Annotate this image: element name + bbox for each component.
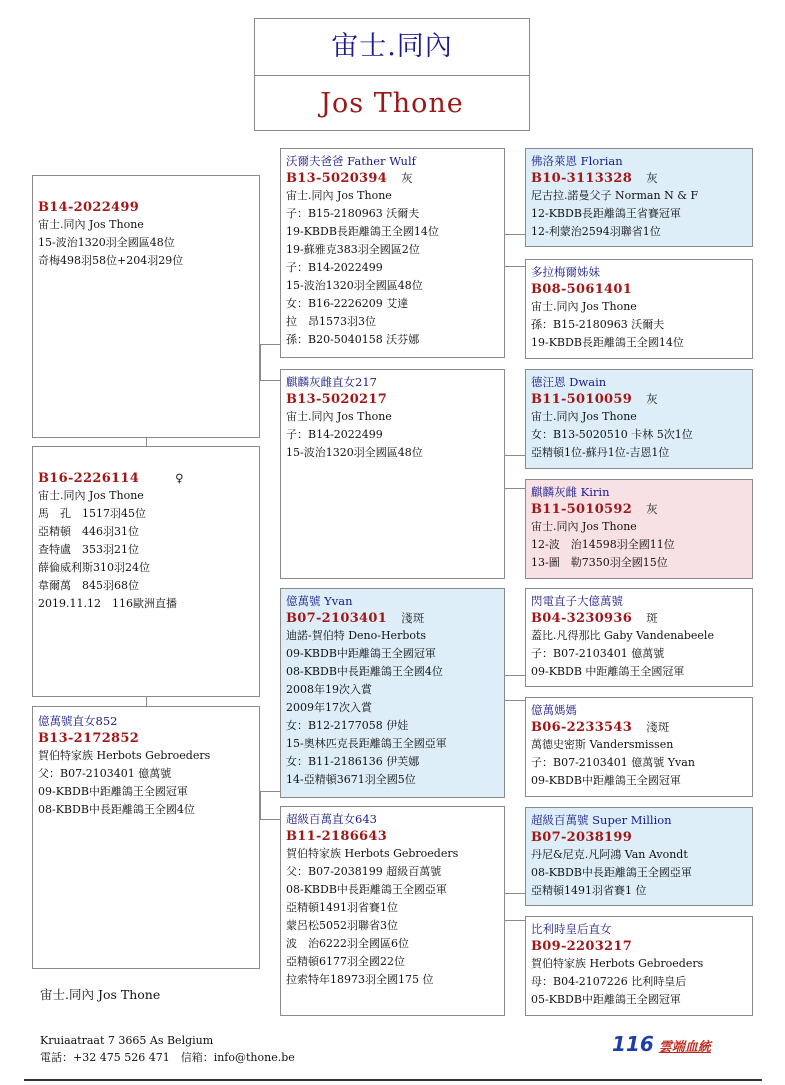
info-line: 馬 孔 1517羽45位	[38, 507, 146, 520]
great-grandparent-card	[525, 916, 753, 1016]
info-line: 09-KBDB中距離鴿王全國冠軍	[531, 774, 681, 787]
info-line: 女：B16-2226209 艾達	[286, 297, 409, 310]
breeder-header	[254, 18, 530, 131]
info-line: 孫：B20-5040158 沃芬娜	[286, 333, 420, 346]
info-line: 薛倫威利斯310羽24位	[38, 561, 150, 574]
info-line: 08-KBDB中長距離鴿王全國亞軍	[531, 866, 692, 879]
maternal-dam-pigeon-card	[280, 806, 505, 1016]
great-grandparent-card	[525, 259, 753, 359]
contact-info: 電話：+32 475 526 471 信箱：info@thone.be	[40, 1051, 295, 1064]
info-line: 子：B07-2103401 億萬號	[531, 647, 665, 660]
connector	[260, 344, 280, 345]
ring-number: B07-2038199	[531, 830, 633, 845]
ring-number: B10-3113328	[531, 171, 633, 186]
connector	[505, 234, 525, 235]
color-mark: 灰	[646, 171, 658, 185]
ring-number: B11-2186643	[286, 829, 388, 844]
info-line: 宙士.同內 Jos Thone	[286, 189, 392, 202]
info-line: 賀伯特家族 Herbots Gebroeders	[38, 749, 211, 762]
connector	[505, 488, 525, 489]
info-line: 08-KBDB中長距離鴿王全國4位	[286, 665, 443, 678]
info-line: 15-波治1320羽全國區48位	[38, 236, 175, 249]
info-line: 子：B14-2022499	[286, 428, 383, 441]
info-line: 父：B07-2103401 億萬號	[38, 767, 172, 780]
great-grandparent-card	[525, 588, 753, 687]
info-line: 19-KBDB長距離鴿王全國14位	[286, 225, 439, 238]
breeder-english-name: Jos Thone	[320, 88, 464, 119]
pigeon-name: 億萬號 Yvan	[286, 594, 353, 608]
info-line: 孫：B15-2180963 沃爾夫	[531, 318, 665, 331]
info-line: 12-波 治14598羽全國11位	[531, 538, 675, 551]
info-line: 女：B13-5020510 卡林 5次1位	[531, 428, 693, 441]
info-line: 丹尼&尼克.凡阿鴻 Van Avondt	[531, 848, 688, 861]
info-line: 迪諾-賀伯特 Deno-Herbots	[286, 629, 427, 642]
dam-pigeon-card	[32, 446, 260, 697]
ring-number: B16-2226114	[38, 471, 140, 486]
pigeon-name: 沃爾夫爸爸 Father Wulf	[286, 154, 416, 168]
info-line: 亞精頓1位-蘇丹1位-吉恩1位	[531, 446, 670, 459]
info-line: 亞精頓 446羽31位	[38, 525, 139, 538]
info-line: 12-利蒙治2594羽聯省1位	[531, 225, 661, 238]
info-line: 子：B15-2180963 沃爾夫	[286, 207, 420, 220]
info-line: 賀伯特家族 Herbots Gebroeders	[531, 957, 704, 970]
color-mark: 灰	[401, 171, 413, 185]
info-line: 女：B12-2177058 伊娃	[286, 719, 409, 732]
info-line: 05-KBDB中距離鴿王全國冠軍	[531, 993, 681, 1006]
connector	[505, 920, 525, 921]
info-line: 14-亞精頓3671羽全國5位	[286, 773, 416, 786]
ring-number: B08-5061401	[531, 282, 633, 297]
maternal-sire-pigeon-card	[280, 588, 505, 798]
ring-number: B11-5010059	[531, 392, 633, 407]
info-line: 賀伯特家族 Herbots Gebroeders	[286, 847, 459, 860]
info-line: 宙士.同內 Jos Thone	[286, 410, 392, 423]
sire-pigeon-card	[280, 148, 505, 358]
connector	[260, 791, 261, 819]
ring-number: B14-2022499	[38, 200, 140, 215]
info-line: 15-波治1320羽全國區48位	[286, 446, 423, 459]
info-line: 亞精頓1491羽省賽1 位	[531, 884, 647, 897]
footer-divider	[24, 1079, 762, 1081]
info-line: 母：B04-2107226 比利時皇后	[531, 975, 687, 988]
ring-number: B06-2233543	[531, 720, 633, 735]
info-line: 子：B14-2022499	[286, 261, 383, 274]
connector	[505, 455, 525, 456]
address: Kruiaatraat 7 3665 As Belgium	[40, 1034, 214, 1047]
connector	[505, 266, 525, 267]
info-line: 蒙呂松5052羽聯省3位	[286, 919, 398, 932]
pigeon-name: 多拉梅爾姊妹	[531, 265, 600, 279]
info-line: 韋爾萬 845羽68位	[38, 579, 139, 592]
connector	[260, 819, 280, 820]
logo-number: 116	[612, 1032, 654, 1056]
info-line: 父：B07-2038199 超級百萬號	[286, 865, 442, 878]
pigeon-name: 比利時皇后直女	[531, 922, 612, 936]
info-line: 12-KBDB長距離鴿王省賽冠軍	[531, 207, 681, 220]
info-line: 2009年17次入賞	[286, 701, 372, 714]
dam2-pigeon-card	[32, 706, 260, 969]
pigeon-name: 閃電直子大億萬號	[531, 594, 623, 608]
info-line: 女：B11-2186136 伊芙娜	[286, 755, 420, 768]
info-line: 宙士.同內 Jos Thone	[531, 300, 637, 313]
info-line: 亞精頓6177羽全國22位	[286, 955, 405, 968]
info-line: 尼古拉.諾曼父子 Norman N & F	[531, 189, 699, 202]
color-mark: 灰	[646, 392, 658, 406]
connector	[505, 675, 525, 676]
info-line: 13-圖 勒7350羽全國15位	[531, 556, 668, 569]
ring-number: B09-2203217	[531, 939, 633, 954]
ring-number: B13-5020217	[286, 392, 388, 407]
connector	[505, 893, 525, 894]
info-line: 19-KBDB長距離鴿王全國14位	[531, 336, 684, 349]
great-grandparent-card	[525, 148, 753, 247]
great-grandparent-card	[525, 369, 753, 469]
info-line: 查特盧 353羽21位	[38, 543, 139, 556]
great-grandparent-card	[525, 479, 753, 579]
info-line: 萬德史密斯 Vandersmissen	[531, 738, 674, 751]
logo-text: 雲端血統	[658, 1040, 711, 1055]
paternal-dam-pigeon-card	[280, 369, 505, 579]
color-mark: 淺斑	[646, 720, 670, 734]
connector	[260, 344, 261, 380]
info-line: 09-KBDB中距離鴿王全國冠軍	[286, 647, 436, 660]
info-line: 波 治6222羽全國區6位	[286, 937, 409, 950]
info-line: 宙士.同內 Jos Thone	[38, 218, 144, 231]
info-line: 宙士.同內 Jos Thone	[531, 410, 637, 423]
ring-number: B13-5020394	[286, 171, 388, 186]
info-line: 亞精頓1491羽省賽1位	[286, 901, 398, 914]
pigeon-name: 超級百萬號 Super Million	[531, 813, 672, 827]
info-line: 19-蘇雅克383羽全國區2位	[286, 243, 420, 256]
pigeon-name: 麒麟灰雌直女217	[286, 375, 377, 389]
pigeon-name: 德汪恩 Dwain	[531, 375, 607, 389]
info-line: 2008年19次入賞	[286, 683, 372, 696]
info-line: 蓋比.凡得那比 Gaby Vandenabeele	[531, 629, 714, 642]
ring-number: B04-3230936	[531, 611, 633, 626]
pigeon-name: 佛洛萊恩 Florian	[531, 154, 623, 168]
info-line: 09-KBDB 中距離鴿王全國冠軍	[531, 665, 685, 678]
connector	[505, 700, 525, 701]
pigeon-name: 億萬號直女852	[38, 714, 118, 728]
breeder-chinese-name: 宙士.同內	[255, 19, 529, 76]
connector	[146, 697, 147, 706]
info-line: 奇梅498羽58位+204羽29位	[38, 254, 184, 267]
info-line: 子：B07-2103401 億萬號 Yvan	[531, 756, 695, 769]
color-mark: 斑	[646, 611, 658, 625]
info-line: 拉索特年18973羽全國175 位	[286, 973, 434, 986]
ring-number: B07-2103401	[286, 611, 388, 626]
subject-pigeon-card	[32, 175, 260, 438]
sex-symbol: ♀	[175, 471, 184, 485]
info-line: 宙士.同內 Jos Thone	[38, 489, 144, 502]
connector	[146, 438, 147, 446]
connector	[260, 791, 280, 792]
info-line: 宙士.同內 Jos Thone	[531, 520, 637, 533]
info-line: 15-波治1320羽全國區48位	[286, 279, 423, 292]
pigeon-name: 超級百萬直女643	[286, 812, 377, 826]
info-line: 15-奧林匹克長距離鴿王全國亞軍	[286, 737, 447, 750]
brand-logo	[612, 1032, 711, 1056]
info-line: 08-KBDB中長距離鴿王全國亞軍	[286, 883, 447, 896]
info-line: 2019.11.12 116歐洲直播	[38, 597, 177, 610]
pigeon-name: 麒麟灰雌 Kirin	[531, 485, 610, 499]
ring-number: B13-2172852	[38, 731, 140, 746]
great-grandparent-card	[525, 697, 753, 797]
breeder-signature: 宙士.同內 Jos Thone	[40, 987, 161, 1002]
info-line: 09-KBDB中距離鴿王全國冠軍	[38, 785, 188, 798]
color-mark: 灰	[646, 502, 658, 516]
info-line: 08-KBDB中長距離鴿王全國4位	[38, 803, 195, 816]
connector	[260, 380, 280, 381]
info-line: 拉 昂1573羽3位	[286, 315, 376, 328]
pigeon-name: 億萬媽媽	[531, 703, 577, 717]
color-mark: 淺斑	[401, 611, 425, 625]
great-grandparent-card	[525, 807, 753, 906]
ring-number: B11-5010592	[531, 502, 633, 517]
